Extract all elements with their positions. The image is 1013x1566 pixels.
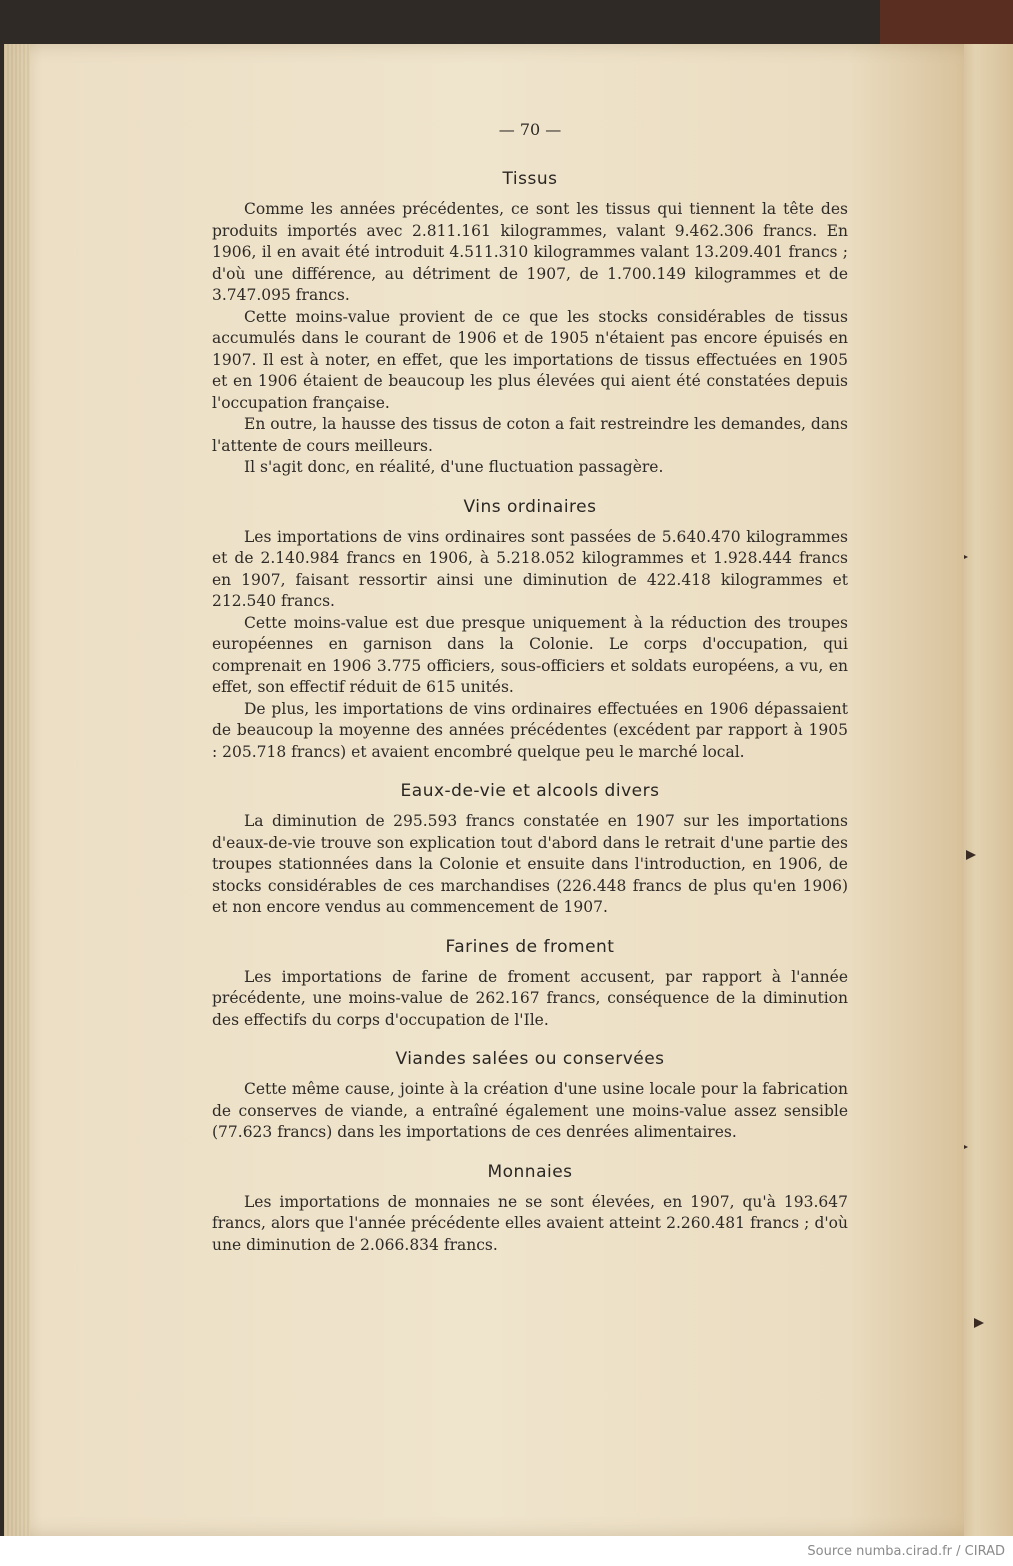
paragraph: Comme les années précédentes, ce sont les tissus qui tiennent la tête des produits importés avec 2.811.161 kilogrammes, valant 9.462.306 francs. En 1906, il en avait été introduit 4.511.310 kilogrammes valant 13.209.401 francs ; d'où une différence, au détriment de 1907, de 1.700.149 kilogrammes et de 3.747.095 francs. xyxy=(212,200,848,304)
paragraph: Cette moins-value provient de ce que les stocks considérables de tissus accumulés dans le courant de 1906 et de 1905 n'étaient pas encore épuisés en 1907. Il est à noter, en effet, que les importations de tissus effectuées en 1905 et en 1906 étaient de beaucoup les plus élevées qui aient été constatées depuis l'occupation française. xyxy=(212,307,848,412)
page-number: — 70 — xyxy=(498,120,562,139)
paragraph: Les importations de monnaies ne se sont élevées, en 1907, qu'à 193.647 francs, alors que l'année précédente elles avaient atteint 2.260.481 francs ; d'où une diminution de 2.066.834 francs. xyxy=(212,1192,848,1254)
page-stack-edges xyxy=(4,44,30,1536)
section-viandes xyxy=(212,1049,848,1144)
section-title: Tissus xyxy=(502,169,558,189)
section-title: Monnaies xyxy=(487,1161,573,1182)
section-monnaies xyxy=(212,1162,848,1257)
book-cover-edge xyxy=(880,0,1013,44)
footer-bar xyxy=(0,1536,1013,1566)
margin-mark xyxy=(974,1318,984,1328)
paragraph: Les importations de farine de froment accusent, par rapport à l'année précédente, une moins-value de 262.167 francs, conséquence de la diminution des effectifs du corps d'occupation de l'Ile. xyxy=(212,967,848,1029)
section-farines xyxy=(212,937,848,1032)
section-tissus xyxy=(212,169,848,479)
section-title: Farines de froment xyxy=(445,936,615,957)
paragraph: Cette même cause, jointe à la création d'une usine locale pour la fabrication de conserves de viande, a entraîné également une moins-value assez sensible (77.623 francs) dans les importations de ces denrées alimentaires. xyxy=(212,1080,848,1141)
section-title: Vins ordinaires xyxy=(463,496,597,517)
paragraph: En outre, la hausse des tissus de coton a fait restreindre les demandes, dans l'attente de cours meilleurs. xyxy=(212,415,848,455)
section-title: Eaux-de-vie et alcools divers xyxy=(400,781,660,801)
paragraph: Cette moins-value est due presque uniquement à la réduction des troupes européennes en garnison dans la Colonie. Le corps d'occupation, qui comprenait en 1906 3.775 officiers, sous-officiers et soldats européens, a vu, en effet, son effectif réduit de 615 unités. xyxy=(212,613,848,696)
paragraph: De plus, les importations de vins ordinaires effectuées en 1906 dépassaient de beaucoup la moyenne des années précédentes (excédent par rapport à 1905 : 205.718 francs) et avaient encombré quelque peu le marché local. xyxy=(212,699,848,761)
section-eaux-de-vie xyxy=(212,781,848,919)
section-vins-ordinaires xyxy=(212,497,848,764)
paragraph: La diminution de 295.593 francs constatée en 1907 sur les importations d'eaux-de-vie trouve son explication tout d'abord dans le retrait d'une partie des troupes stationnées dans la Colonie et ensuite dans l'introduction, en 1906, de stocks considérables de ces marchandises (226.448 francs de plus qu'en 1906) et non encore vendus au commencement de 1907. xyxy=(212,812,848,916)
paragraph: Les importations de vins ordinaires sont passées de 5.640.470 kilogrammes et de 2.140.984 francs en 1906, à 5.218.052 kilogrammes et 1.928.444 francs en 1907, faisant ressortir ainsi une diminution de 422.418 kilogrammes et 212.540 francs. xyxy=(212,527,848,610)
margin-mark xyxy=(966,850,976,860)
section-title: Viandes salées ou conservées xyxy=(395,1049,665,1069)
paragraph: Il s'agit donc, en réalité, d'une fluctuation passagère. xyxy=(244,458,664,476)
source-credit: Source numba.cirad.fr / CIRAD xyxy=(807,1544,1005,1559)
page-content xyxy=(212,120,848,1274)
